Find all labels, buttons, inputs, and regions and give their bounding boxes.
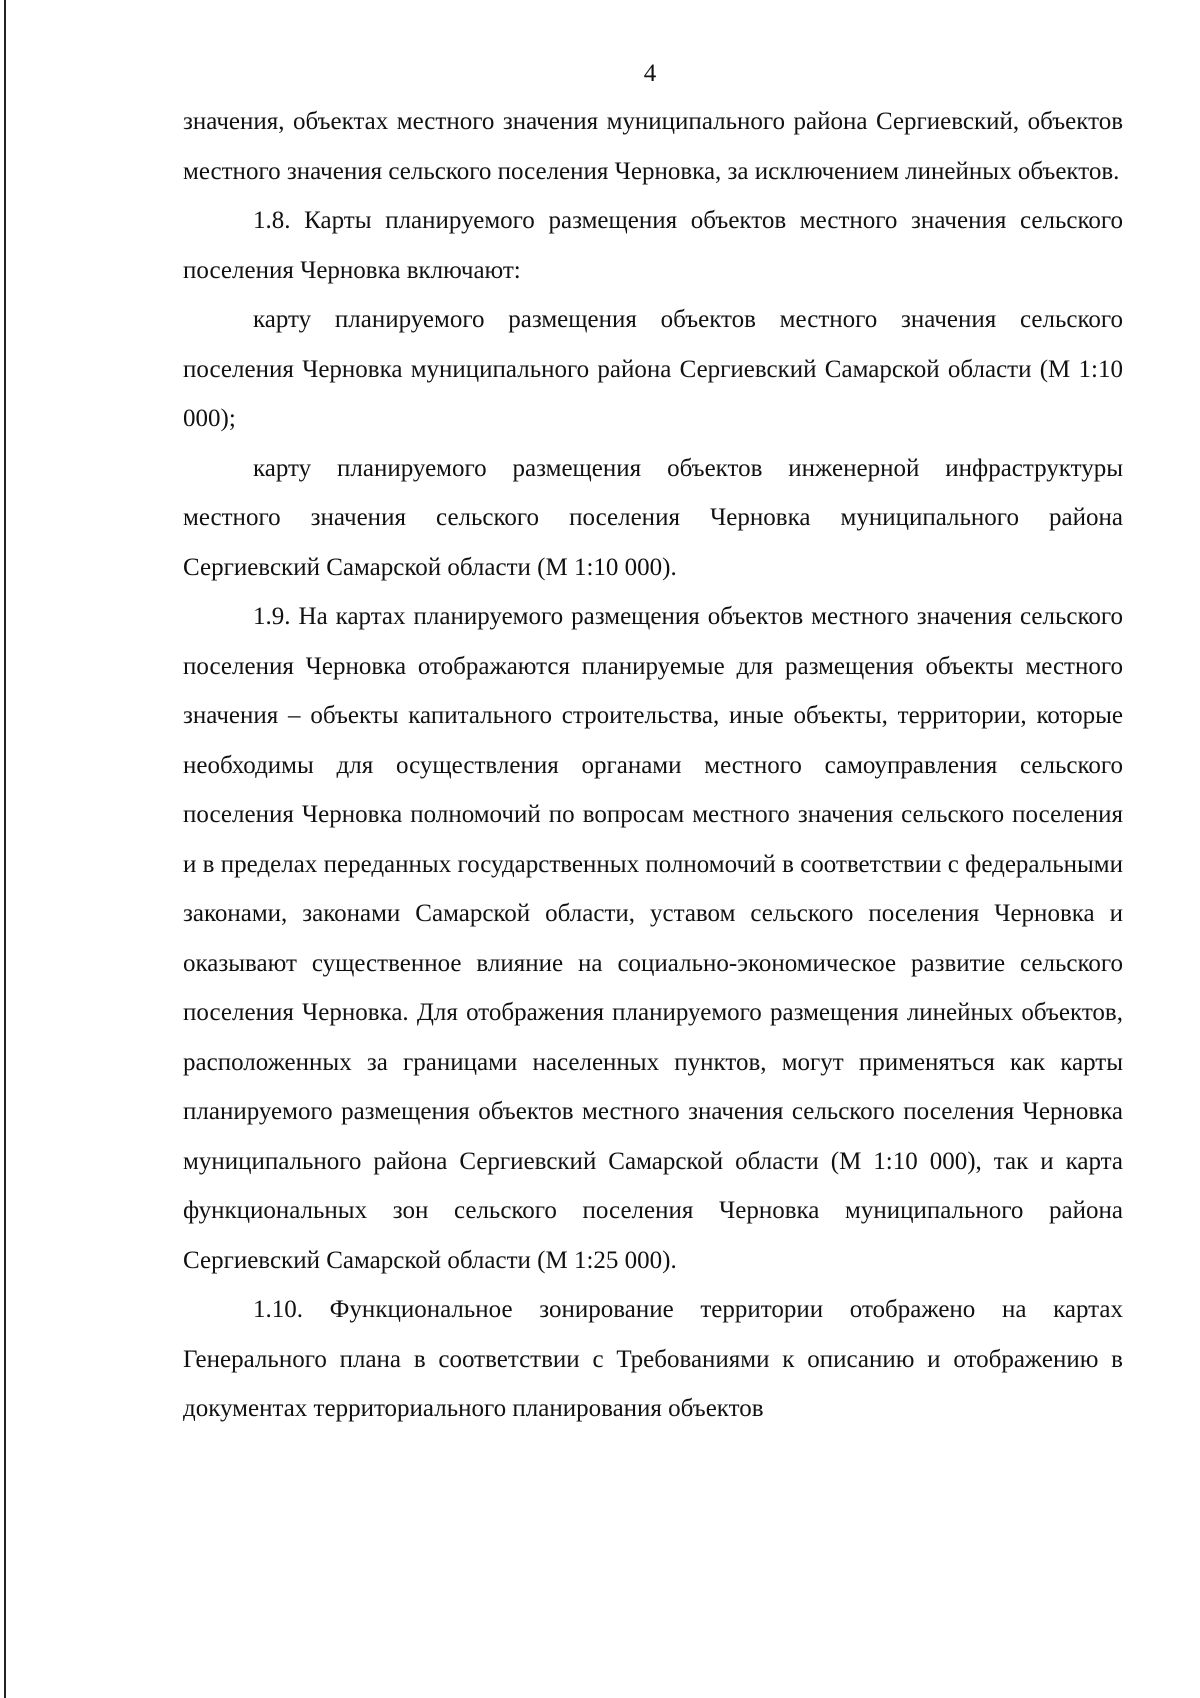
scan-left-edge bbox=[4, 0, 6, 1698]
document-body bbox=[183, 97, 1123, 1434]
paragraph-1-8: 1.8. Карты планируемого размещения объектов местного значения сельского поселения Черновка включают: bbox=[183, 207, 1123, 284]
page-number: 4 bbox=[643, 60, 657, 87]
paragraph-1-10: 1.10. Функциональное зонирование территории отображено на картах Генерального плана в соответствии с Требованиями к описанию и отображению в документах территориального планирования объектов bbox=[183, 1296, 1123, 1422]
list-item-map-engineering-infrastructure: карту планируемого размещения объектов инженерной инфраструктуры местного значения сельского поселения Черновка муниципального района Сергиевский Самарской области (М 1:10 000). bbox=[183, 454, 1123, 581]
paragraph-1-9: 1.9. На картах планируемого размещения объектов местного значения сельского поселения Черновка отображаются планируемые для размещения объекты местного значения – объекты капитального строительства, иные объекты, территории, которые необходимы для осуществления органами местного самоуправления сельского поселения Черновка полномочий по вопросам местного значения сельского поселения и в пределах переданных государственных полномочий в соответствии с федеральными законами, законами Самарской области, уставом сельского поселения Черновка и оказывают существенное влияние на социально-экономическое развитие сельского поселения Черновка. Для отображения планируемого размещения линейных объектов, расположенных за границами населенных пунктов, могут применяться как карты планируемого размещения объектов местного значения сельского поселения Черновка муниципального района Сергиевский Самарской области (М 1:10 000), так и карта функциональных зон сельского поселения Черновка муниципального района Сергиевский Самарской области (М 1:25 000). bbox=[183, 603, 1123, 1274]
paragraph-continuation: значения, объектах местного значения муниципального района Сергиевский, объектов местного значения сельского поселения Черновка, за исключением линейных объектов. bbox=[183, 108, 1123, 185]
list-item-map-local-objects: карту планируемого размещения объектов местного значения сельского поселения Черновка муниципального района Сергиевский Самарской области (М 1:10 000); bbox=[183, 306, 1123, 432]
